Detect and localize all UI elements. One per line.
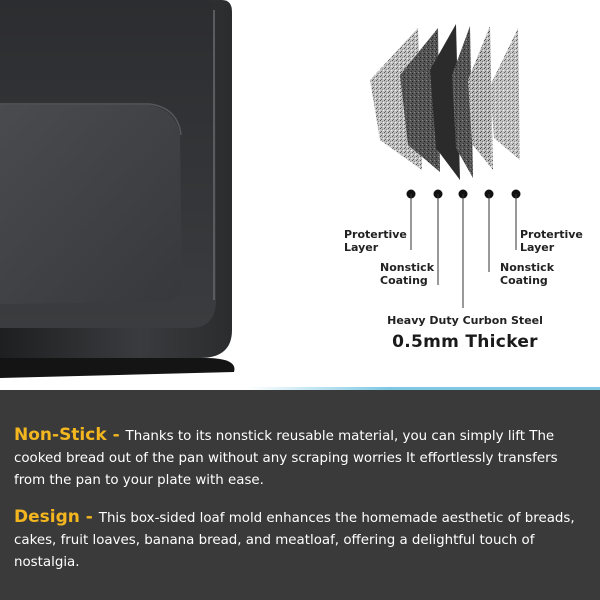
feature-nonstick-text: Thanks to its nonstick reusable material, you can simply lift The cooked bread out of the pan without any scraping worries It effortlessly transfers from the pan to your plate with ease. <box>14 429 558 488</box>
feature-nonstick-heading: Non-Stick - <box>14 425 126 445</box>
label-protective-layer-left: Protertive Layer <box>344 228 407 254</box>
feature-design <box>14 506 589 574</box>
label-nonstick-coating-right: Nonstick Coating <box>500 261 555 287</box>
feature-panel <box>0 390 600 600</box>
label-carbon-steel: Heavy Duty Curbon Steel <box>387 314 543 327</box>
feature-nonstick <box>14 424 589 492</box>
feature-design-text: This box-sided loaf mold enhances the homemade aesthetic of breads, cakes, fruit loaves, banana bread, and meatloaf, offering a delightful touch of nostalgia. <box>14 511 575 570</box>
label-protective-layer-right: Protertive Layer <box>520 228 583 254</box>
thickness-caption: 0.5mm Thicker <box>392 332 538 352</box>
feature-design-heading: Design - <box>14 507 99 527</box>
label-nonstick-coating-left: Nonstick Coating <box>380 261 435 287</box>
